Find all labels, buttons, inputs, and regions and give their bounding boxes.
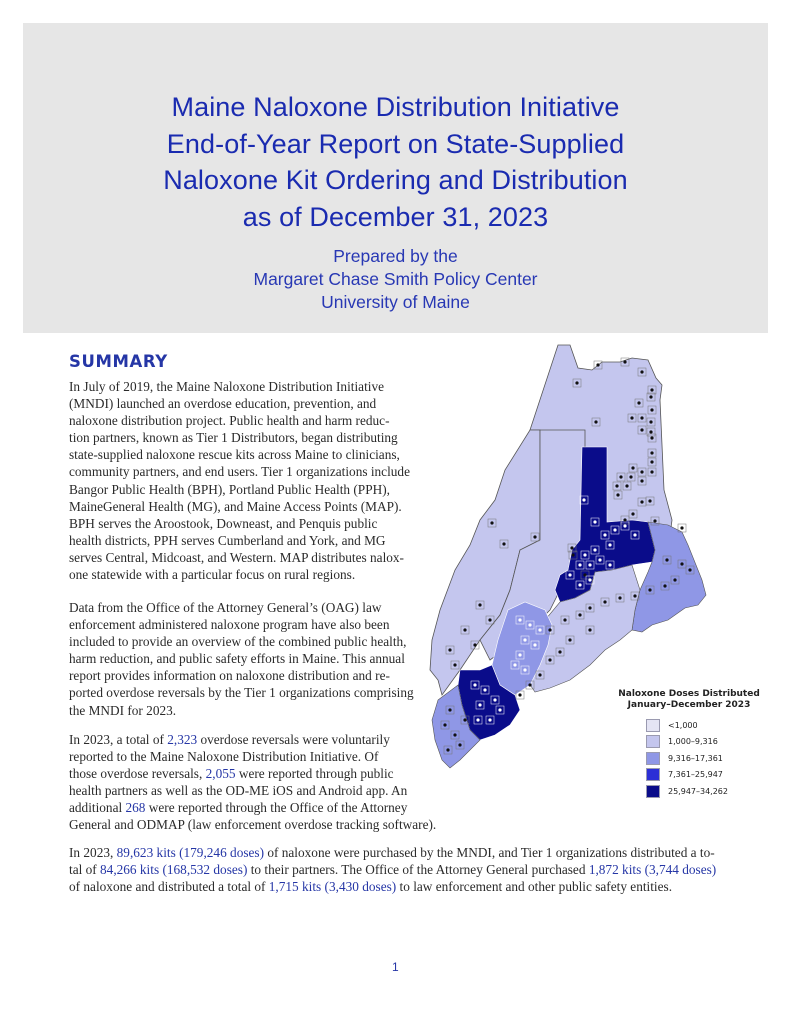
title-line: End-of-Year Report on State-Supplied (166, 128, 625, 159)
town-marker (619, 475, 622, 478)
legend-swatch (646, 768, 660, 781)
town-marker (523, 668, 526, 671)
town-marker (596, 363, 599, 366)
town-marker (616, 493, 619, 496)
town-marker (588, 628, 591, 631)
town-marker (568, 638, 571, 641)
legend-swatch (646, 752, 660, 765)
town-marker (473, 683, 476, 686)
oag-purchased-value: 1,872 kits (3,744 doses) (588, 862, 717, 878)
text-line (69, 878, 759, 895)
town-marker (548, 658, 551, 661)
town-marker (448, 648, 451, 651)
town-marker (618, 596, 621, 599)
town-marker (665, 558, 668, 561)
text-line: MaineGeneral Health (MG), and Maine Access Points (MAP). (69, 498, 402, 514)
prepared-line: Prepared by the (333, 246, 458, 266)
purchased-value: 89,623 kits (179,246 doses) (116, 845, 265, 860)
town-marker (558, 650, 561, 653)
summary-paragraph-2 (69, 599, 414, 719)
text-segment: In 2023, (69, 845, 117, 860)
text-segment: of naloxone were purchased by the MNDI, and Tier 1 organizations distributed a to- (264, 845, 715, 860)
town-marker (518, 653, 521, 656)
town-marker (588, 606, 591, 609)
town-marker (498, 708, 501, 711)
legend-swatch (646, 719, 660, 732)
town-marker (594, 420, 597, 423)
text-line (69, 861, 759, 878)
town-marker (648, 499, 651, 502)
town-marker (488, 718, 491, 721)
town-marker (650, 436, 653, 439)
town-marker (575, 381, 578, 384)
town-marker (483, 688, 486, 691)
town-marker (588, 563, 591, 566)
legend-label: 9,316–17,361 (668, 753, 723, 763)
prepared-line: University of Maine (321, 292, 470, 312)
town-marker (523, 638, 526, 641)
town-marker (478, 703, 481, 706)
summary-paragraph-1 (69, 378, 409, 583)
town-marker (490, 521, 493, 524)
text-segment: those overdose reversals, (69, 766, 206, 782)
text-line: the MNDI for 2023. (69, 702, 177, 718)
text-segment: were reported through the Office of the Attorney (145, 800, 408, 816)
text-line: harm reduction, and public safety efforts in Maine. This annual (69, 651, 405, 667)
text-line: state-supplied naloxone rescue kits across Maine to clinicians, (69, 447, 400, 463)
town-marker (582, 498, 585, 501)
town-marker (640, 370, 643, 373)
town-marker (513, 663, 516, 666)
town-marker (493, 698, 496, 701)
town-marker (443, 723, 446, 726)
town-marker (650, 408, 653, 411)
town-marker (598, 558, 601, 561)
town-marker (650, 388, 653, 391)
oag-reversals-value: 268 (125, 800, 146, 816)
town-marker (680, 526, 683, 529)
town-marker (538, 628, 541, 631)
text-line: (MNDI) launched an overdose education, prevention, and (69, 396, 377, 412)
town-marker (453, 733, 456, 736)
legend-item (646, 734, 774, 751)
town-marker (615, 484, 618, 487)
legend-item (646, 783, 774, 800)
legend-swatch (646, 735, 660, 748)
town-marker (528, 683, 531, 686)
town-marker (488, 618, 491, 621)
town-marker (583, 553, 586, 556)
town-marker (578, 583, 581, 586)
text-line (69, 765, 439, 782)
town-marker (453, 663, 456, 666)
town-marker (630, 416, 633, 419)
town-marker (446, 748, 449, 751)
text-line: health partners as well as the OD-ME iOS and Android app. An (69, 783, 408, 799)
title-line: Maine Naloxone Distribution Initiative (171, 92, 620, 122)
distributed-value: 84,266 kits (168,532 doses) (100, 862, 248, 878)
town-marker (463, 628, 466, 631)
text-segment: overdose reversals were voluntarily (197, 732, 390, 747)
text-line: community partners, and end users. Tier 1 organizations include (69, 464, 410, 480)
town-marker (633, 594, 636, 597)
town-marker (538, 673, 541, 676)
text-line: In July of 2019, the Maine Naloxone Distribution Initiative (69, 379, 385, 394)
town-marker (571, 553, 574, 556)
town-marker (625, 484, 628, 487)
text-line: included to provide an overview of the combined public health, (69, 634, 407, 650)
town-marker (640, 479, 643, 482)
town-marker (640, 428, 643, 431)
town-marker (570, 546, 573, 549)
text-segment: In 2023, a total of (69, 732, 168, 747)
prepared-line: Margaret Chase Smith Policy Center (253, 269, 538, 289)
summary-paragraph-3 (69, 731, 439, 834)
text-line: reported to the Maine Naloxone Distribution Initiative. Of (69, 749, 379, 765)
legend-item (646, 750, 774, 767)
legend-label: <1,000 (668, 720, 698, 730)
town-marker (673, 578, 676, 581)
oag-distributed-value: 1,715 kits (3,430 doses) (268, 879, 397, 895)
text-line: ported overdose reversals by the Tier 1 organizations comprising (69, 685, 414, 701)
text-segment: were reported through public (235, 766, 394, 782)
town-marker (528, 623, 531, 626)
text-segment: tal of (69, 862, 101, 878)
text-line: BPH serves the Aroostook, Downeast, and Penquis public (69, 515, 378, 531)
town-marker (649, 430, 652, 433)
total-reversals-value: 2,323 (167, 732, 198, 747)
town-marker (533, 535, 536, 538)
text-segment: to law enforcement and other public safety entities. (396, 879, 673, 895)
page-number: 1 (392, 960, 399, 974)
legend-item (646, 717, 774, 734)
town-marker (650, 460, 653, 463)
text-line: General and ODMAP (law enforcement overdose tracking software). (69, 817, 437, 833)
town-marker (637, 401, 640, 404)
report-header (23, 23, 768, 333)
title-line: as of December 31, 2023 (242, 201, 549, 232)
town-marker (603, 533, 606, 536)
legend-swatch (646, 785, 660, 798)
town-marker (603, 600, 606, 603)
text-line: Bangor Public Health (BPH), Portland Public Health (PPH), (69, 481, 390, 497)
town-marker (613, 528, 616, 531)
text-line: naloxone distribution project. Public health and harm reduc- (69, 413, 390, 429)
town-marker (633, 533, 636, 536)
town-marker (640, 416, 643, 419)
town-marker (448, 708, 451, 711)
town-marker (563, 618, 566, 621)
public-health-reversals-value: 2,055 (205, 766, 236, 782)
summary-heading: SUMMARY (69, 352, 168, 371)
town-marker (623, 524, 626, 527)
town-marker (631, 466, 634, 469)
text-line: report provides information on naloxone distribution and re- (69, 668, 390, 684)
town-marker (623, 518, 626, 521)
town-marker (608, 563, 611, 566)
town-marker (593, 548, 596, 551)
town-marker (502, 542, 505, 545)
text-line: Data from the Office of the Attorney General’s (OAG) law (69, 600, 382, 615)
town-marker (548, 628, 551, 631)
town-marker (640, 470, 643, 473)
town-marker (463, 718, 466, 721)
legend-label: 1,000–9,316 (668, 737, 718, 747)
text-line: one statewide with a particular focus on rural regions. (69, 567, 356, 583)
legend-title-line: Naloxone Doses Distributed (618, 689, 760, 699)
title-line: Naloxone Kit Ordering and Distribution (163, 165, 628, 195)
town-marker (578, 613, 581, 616)
legend-title-line: January–December 2023 (627, 700, 751, 710)
legend-label: 25,947–34,262 (668, 786, 728, 796)
text-line: serves Central, Midcoast, and Western. MAP distributes nalox- (69, 549, 404, 565)
legend-title (604, 689, 774, 711)
text-segment: additional (69, 800, 126, 816)
prepared-by (23, 245, 768, 314)
town-marker (631, 512, 634, 515)
text-line: health districts, PPH serves Cumberland and York, and MG (69, 532, 386, 548)
town-marker (588, 578, 591, 581)
text-segment: to their partners. The Office of the Attorney General purchased (247, 862, 589, 878)
town-marker (458, 743, 461, 746)
town-marker (649, 420, 652, 423)
town-marker (518, 693, 521, 696)
town-marker (629, 475, 632, 478)
town-marker (653, 519, 656, 522)
legend-label: 7,361–25,947 (668, 770, 723, 780)
town-marker (473, 643, 476, 646)
town-marker (578, 563, 581, 566)
town-marker (680, 562, 683, 565)
town-marker (648, 588, 651, 591)
text-line (69, 799, 439, 816)
report-title (23, 89, 768, 235)
town-marker (518, 618, 521, 621)
text-line: enforcement administered naloxone program have also been (69, 617, 390, 633)
map-legend (604, 689, 774, 800)
text-line (69, 731, 439, 748)
town-marker (568, 573, 571, 576)
text-line: tion partners, known as Tier 1 Distributors, began distributing (69, 430, 398, 446)
text-line (69, 844, 759, 861)
town-marker (663, 584, 666, 587)
town-marker (608, 543, 611, 546)
town-marker (649, 395, 652, 398)
town-marker (650, 451, 653, 454)
summary-paragraph-4 (69, 844, 759, 895)
town-marker (478, 603, 481, 606)
town-marker (650, 470, 653, 473)
town-marker (640, 500, 643, 503)
town-marker (688, 568, 691, 571)
town-marker (476, 718, 479, 721)
town-marker (623, 360, 626, 363)
town-marker (593, 520, 596, 523)
town-marker (533, 643, 536, 646)
legend-item (646, 767, 774, 784)
text-segment: of naloxone and distributed a total of (69, 879, 269, 895)
